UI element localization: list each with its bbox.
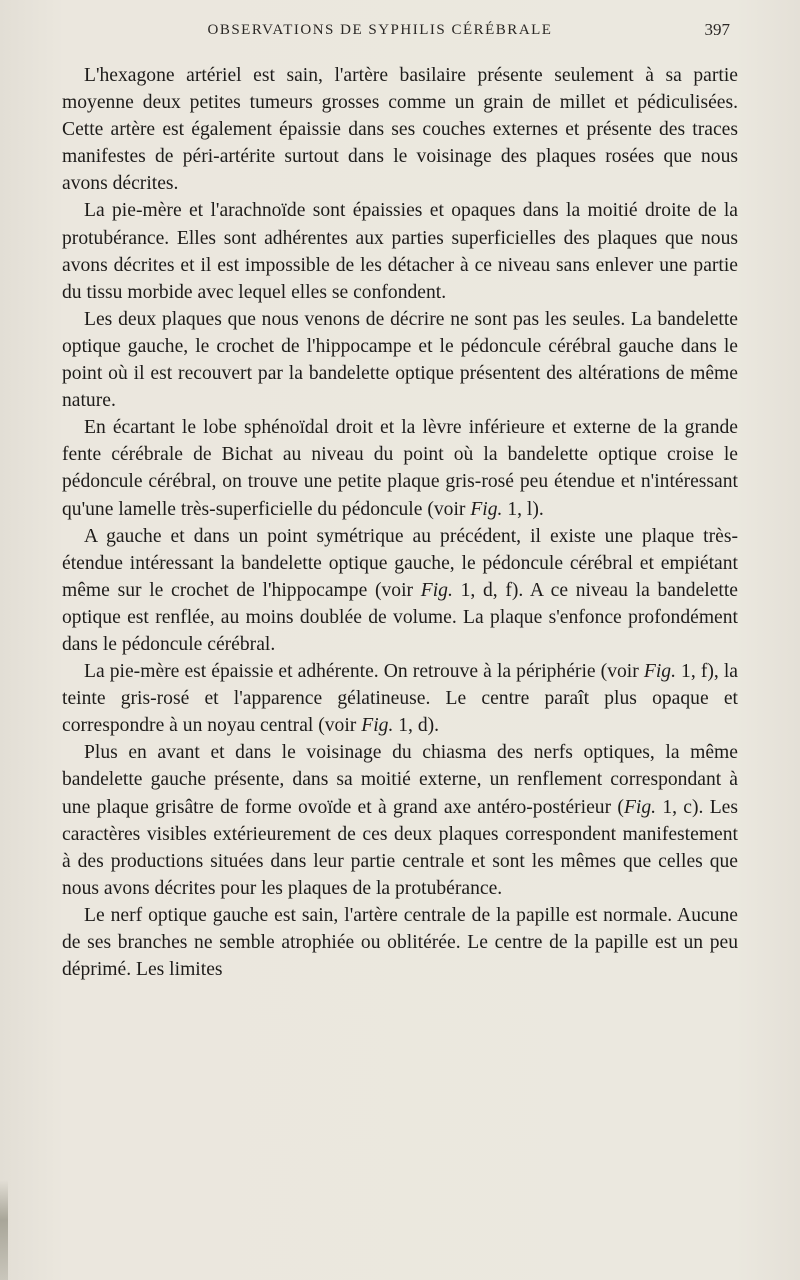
page-header — [120, 18, 730, 46]
figure-reference: Fig. — [420, 579, 453, 601]
paragraph-text: 1, d, f). A ce niveau la bandelette optique est renflée, au moins doublée de volume. La plaque s'enfonce profondément dans le pédoncule cérébral. — [62, 579, 738, 655]
paragraph — [62, 414, 738, 522]
figure-reference: Fig. — [470, 498, 503, 520]
paragraph — [62, 197, 738, 305]
paragraph-text: 1, d). — [393, 715, 440, 737]
paragraph — [62, 306, 738, 414]
paragraph-text: 1, c). Les caractères visibles extérieurement de ces deux plaques correspondent manifestement à des productions situées dans leur partie centrale et sont les mêmes que celles que nous avons décrites pour les plaques de la protubérance. — [62, 796, 738, 899]
paragraph-text: La pie-mère est épaissie et adhérente. On retrouve à la périphérie (voir — [84, 661, 644, 683]
paragraph-text: 1, f), la teinte gris-rosé et l'apparence gélatineuse. Le centre paraît plus opaque et correspondre à un noyau central (voir — [62, 661, 739, 737]
figure-reference: Fig. — [361, 715, 394, 737]
paragraph-text: Plus en avant et dans le voisinage du chiasma des nerfs optiques, la même bandelette gauche présente, dans sa moitié externe, un renflement correspondant à une plaque grisâtre de forme ovoïde et à grand axe antéro-postérieur ( — [62, 742, 738, 818]
paragraph-text: En écartant le lobe sphénoïdal droit et la lèvre inférieure et externe de la grande fente cérébrale de Bichat au niveau du point où la bandelette optique croise le pédoncule cérébral, on trouve une petite plaque gris-rosé peu étendue et n'intéressant qu'une lamelle très-superficielle du pédoncule (voir — [62, 417, 738, 520]
paragraph-text: Les deux plaques que nous venons de décrire ne sont pas les seules. La bandelette optique gauche, le crochet de l'hippocampe et le pédoncule cérébral gauche dans le point où il est recouvert par la bandelette optique présentent des altérations de même nature. — [62, 308, 738, 412]
page-edge-shadow — [0, 1180, 8, 1280]
figure-reference: Fig. — [643, 661, 676, 683]
paragraph — [62, 523, 738, 658]
paragraph — [62, 739, 738, 902]
body-text — [62, 62, 738, 983]
paragraph — [62, 658, 738, 739]
running-head: OBSERVATIONS DE SYPHILIS CÉRÉBRALE — [207, 22, 553, 38]
page-number: 397 — [704, 20, 730, 39]
paragraph-text: Le nerf optique gauche est sain, l'artère centrale de la papille est normale. Aucune de ses branches ne semble atrophiée ou oblitérée. Le centre de la papille est un peu déprimé. Les limites — [62, 904, 738, 981]
figure-reference: Fig. — [623, 796, 657, 818]
paragraph-text: L'hexagone artériel est sain, l'artère basilaire présente seulement à sa partie moyenne deux petites tumeurs grosses comme un grain de millet et pédiculisées. Cette artère est également épaissie dans ses couches externes et présente des traces manifestes de péri-artérite surtout dans le voisinage des plaques rosées que nous avons décrites. — [62, 65, 738, 195]
paragraph — [62, 902, 738, 983]
paragraph-text: La pie-mère et l'arachnoïde sont épaissies et opaques dans la moitié droite de la protubérance. Elles sont adhérentes aux parties superficielles des plaques que nous avons décrites et il est impossible de les détacher à ce niveau sans enlever une partie du tissu morbide avec lequel elles se confondent. — [62, 200, 738, 303]
paragraph-text: 1, l). — [502, 498, 544, 520]
paragraph — [62, 62, 738, 197]
paragraph-text: A gauche et dans un point symétrique au précédent, il existe une plaque très-étendue intéressant la bandelette optique gauche, le pédoncule cérébral et empiétant même sur le crochet de l'hippocampe (voir — [62, 525, 738, 601]
